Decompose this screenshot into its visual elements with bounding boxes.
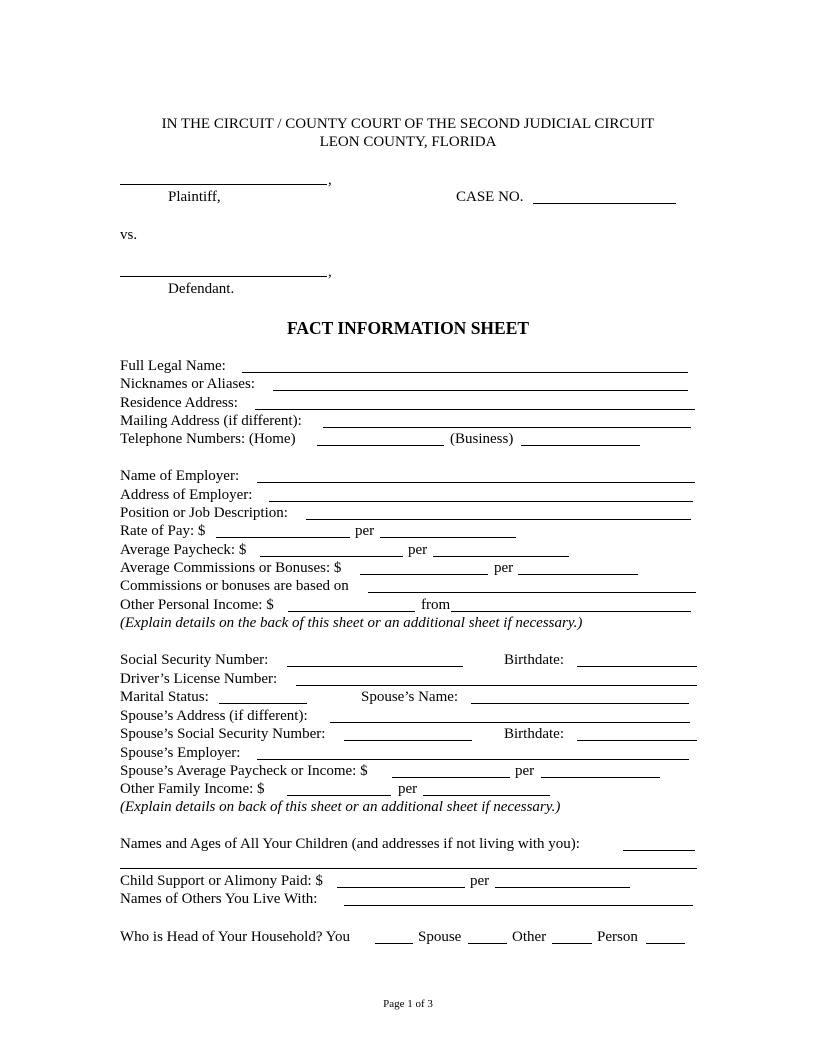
spouse-name-line[interactable]: [471, 703, 689, 704]
residence-address-line[interactable]: [255, 409, 695, 410]
average-paycheck-period-line[interactable]: [433, 556, 569, 557]
ssn-line[interactable]: [287, 666, 463, 667]
children-label: Names and Ages of All Your Children (and addresses if not living with you):: [120, 836, 580, 852]
position-line[interactable]: [306, 519, 691, 520]
head-other-label: Other: [512, 929, 547, 945]
full-legal-name-label: Full Legal Name:: [120, 358, 226, 374]
average-commissions-label: Average Commissions or Bonuses: $: [120, 560, 342, 576]
county-line: LEON COUNTY, FLORIDA: [319, 134, 497, 150]
spouse-birthdate-line[interactable]: [577, 740, 697, 741]
other-family-income-period-line[interactable]: [423, 795, 550, 796]
other-family-income-per-label: per: [398, 781, 418, 797]
other-family-income-label: Other Family Income: $: [120, 781, 265, 797]
child-support-per-label: per: [470, 873, 490, 889]
mailing-address-line[interactable]: [323, 427, 691, 428]
commissions-based-on-line[interactable]: [368, 592, 696, 593]
spouse-address-line[interactable]: [330, 722, 690, 723]
nicknames-label: Nicknames or Aliases:: [120, 376, 255, 392]
children-line-2[interactable]: [120, 868, 697, 869]
spouse-ssn-label: Spouse’s Social Security Number:: [120, 726, 326, 742]
child-support-period-line[interactable]: [495, 887, 630, 888]
mailing-address-label: Mailing Address (if different):: [120, 413, 302, 429]
head-other-line[interactable]: [552, 943, 592, 944]
others-live-with-label: Names of Others You Live With:: [120, 891, 318, 907]
employer-name-label: Name of Employer:: [120, 468, 240, 484]
spouse-employer-label: Spouse’s Employer:: [120, 745, 241, 761]
head-person-line[interactable]: [646, 943, 685, 944]
employer-address-line[interactable]: [269, 501, 693, 502]
average-paycheck-label: Average Paycheck: $: [120, 542, 247, 558]
head-person-label: Person: [597, 929, 638, 945]
child-support-line[interactable]: [337, 887, 465, 888]
spouse-income-label: Spouse’s Average Paycheck or Income: $: [120, 763, 368, 779]
document-title: FACT INFORMATION SHEET: [286, 318, 530, 338]
residence-address-label: Residence Address:: [120, 395, 238, 411]
position-label: Position or Job Description:: [120, 505, 288, 521]
plaintiff-comma: ,: [328, 172, 332, 188]
average-commissions-period-line[interactable]: [518, 574, 638, 575]
drivers-license-label: Driver’s License Number:: [120, 671, 278, 687]
spouse-income-line[interactable]: [392, 777, 510, 778]
spouse-name-label: Spouse’s Name:: [361, 689, 459, 705]
head-spouse-line[interactable]: [468, 943, 507, 944]
average-paycheck-per-label: per: [408, 542, 428, 558]
child-support-label: Child Support or Alimony Paid: $: [120, 873, 323, 889]
others-live-with-line[interactable]: [344, 905, 693, 906]
spouse-employer-line[interactable]: [257, 759, 689, 760]
spouse-income-per-label: per: [515, 763, 535, 779]
average-commissions-line[interactable]: [360, 574, 488, 575]
spouse-birthdate-label: Birthdate:: [504, 726, 564, 742]
employer-address-label: Address of Employer:: [120, 487, 253, 503]
telephone-business-label: (Business): [450, 431, 514, 447]
telephone-home-line[interactable]: [317, 445, 444, 446]
plaintiff-label: Plaintiff,: [168, 189, 221, 205]
birthdate-line[interactable]: [577, 666, 697, 667]
marital-status-label: Marital Status:: [120, 689, 209, 705]
employment-explain-note: (Explain details on the back of this sheet or an additional sheet if necessary.): [120, 615, 583, 631]
spouse-address-label: Spouse’s Address (if different):: [120, 708, 308, 724]
head-you-line[interactable]: [375, 943, 413, 944]
rate-of-pay-per-label: per: [355, 523, 375, 539]
head-spouse-label: Spouse: [418, 929, 462, 945]
children-line[interactable]: [623, 850, 695, 851]
nicknames-line[interactable]: [273, 390, 688, 391]
birthdate-label: Birthdate:: [504, 652, 564, 668]
case-no-line[interactable]: [533, 203, 676, 204]
page-number: Page 1 of 3: [383, 998, 433, 1010]
spouse-income-period-line[interactable]: [541, 777, 660, 778]
other-income-from-label: from: [421, 597, 451, 613]
marital-status-line[interactable]: [219, 703, 307, 704]
ssn-label: Social Security Number:: [120, 652, 269, 668]
drivers-license-line[interactable]: [296, 685, 697, 686]
employer-name-line[interactable]: [257, 482, 695, 483]
rate-of-pay-period-line[interactable]: [380, 537, 516, 538]
defendant-label: Defendant.: [168, 281, 235, 297]
other-income-line[interactable]: [288, 611, 415, 612]
case-no-label: CASE NO.: [456, 189, 524, 205]
plaintiff-name-line[interactable]: [120, 184, 327, 185]
court-name-line: IN THE CIRCUIT / COUNTY COURT OF THE SECOND JUDICIAL CIRCUIT: [161, 116, 655, 132]
other-income-source-line[interactable]: [451, 611, 691, 612]
rate-of-pay-line[interactable]: [216, 537, 350, 538]
other-family-income-line[interactable]: [287, 795, 391, 796]
telephone-home-label: Telephone Numbers: (Home): [120, 431, 296, 447]
average-paycheck-line[interactable]: [260, 556, 403, 557]
spouse-ssn-line[interactable]: [344, 740, 472, 741]
commissions-based-on-label: Commissions or bonuses are based on: [120, 578, 349, 594]
identity-explain-note: (Explain details on back of this sheet or an additional sheet if necessary.): [120, 799, 561, 815]
other-income-label: Other Personal Income: $: [120, 597, 274, 613]
defendant-name-line[interactable]: [120, 276, 327, 277]
head-of-household-label: Who is Head of Your Household? You: [120, 929, 351, 945]
telephone-business-line[interactable]: [521, 445, 640, 446]
defendant-comma: ,: [328, 264, 332, 280]
average-commissions-per-label: per: [494, 560, 514, 576]
rate-of-pay-label: Rate of Pay: $: [120, 523, 206, 539]
full-legal-name-line[interactable]: [242, 372, 688, 373]
vs-label: vs.: [120, 227, 138, 243]
